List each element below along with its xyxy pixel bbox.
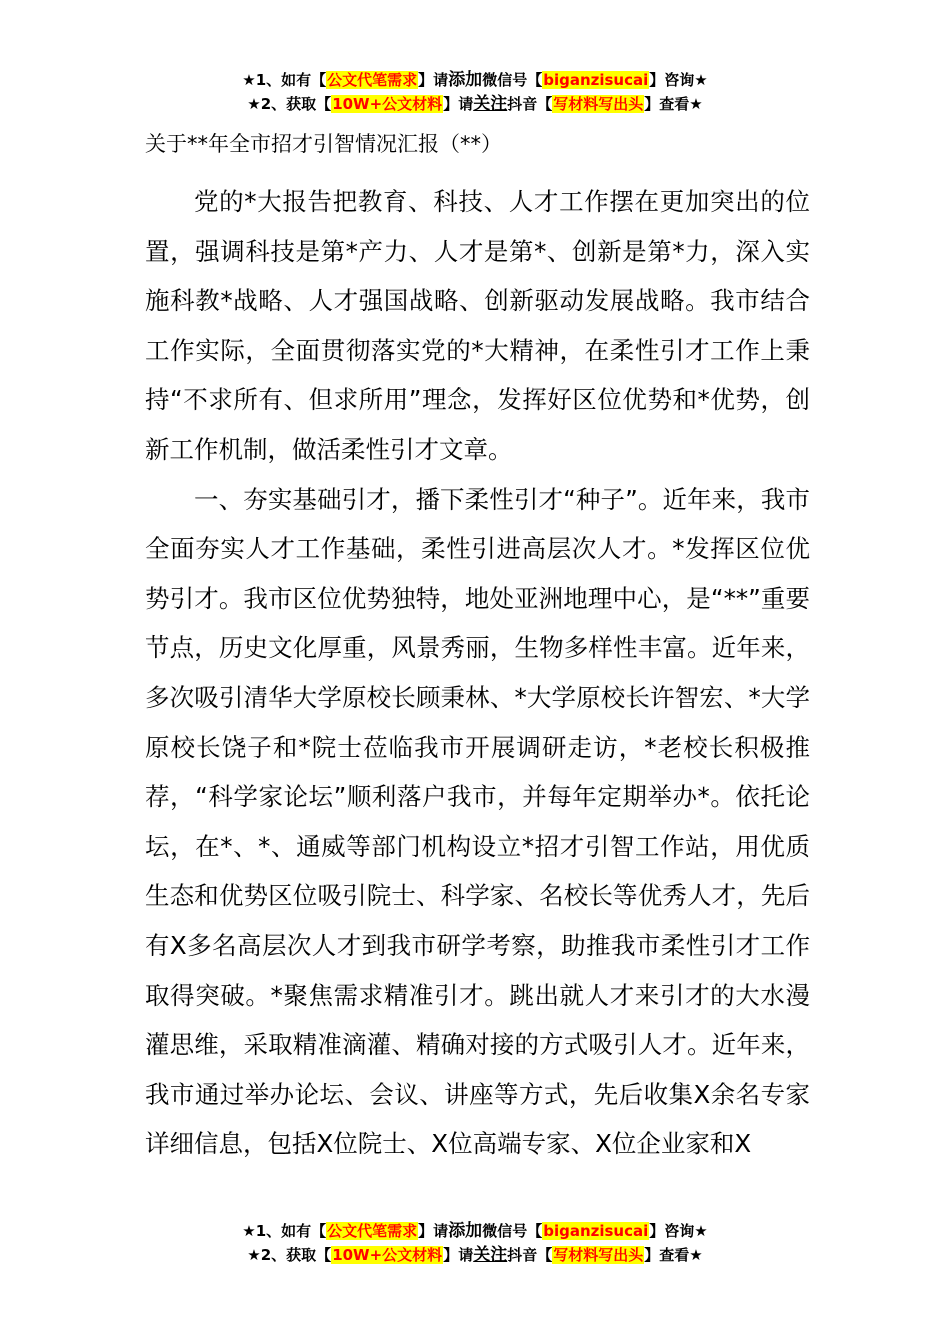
banner-text: 】请 [443, 95, 474, 113]
banner-text: ★1、如有【 [242, 1222, 327, 1240]
banner-line-2 [0, 92, 950, 116]
banner-text: ★1、如有【 [242, 71, 327, 89]
banner-highlight: 公文代笔需求 [327, 1222, 418, 1240]
banner-line-1 [0, 1219, 950, 1243]
banner-highlight: biganzisucai [543, 71, 649, 89]
banner-text: 微信号【 [482, 1222, 543, 1240]
banner-text: 抖音【 [507, 95, 553, 113]
banner-emphasis: 添加 [448, 70, 483, 90]
paragraph-section-1: 一、夯实基础引才，播下柔性引才“种子”。近年来，我市全面夯实人才工作基础，柔性引进高层次人才。*发挥区位优势引才。我市区位优势独特，地处亚洲地理中心，是“**”重要节点，历史文化厚重，风景秀丽，生物多样性丰富。近年来，多次吸引清华大学原校长顾秉林、*大学原校长许智宏、*大学原校长饶子和*院士莅临我市开展调研走访，*老校长积极推荐，“科学家论坛”顺利落户我市，并每年定期举办*。依托论坛，在*、*、通威等部门机构设立*招才引智工作站，用优质生态和优势区位吸引院士、科学家、名校长等优秀人才，先后有X多名高层次人才到我市研学考察，助推我市柔性引才工作取得突破。*聚焦需求精准引才。跳出就人才来引才的大水漫灌思维，采取精准滴灌、精确对接的方式吸引人才。近年来，我市通过举办论坛、会议、讲座等方式，先后收集X余名专家详细信息，包括X位院士、X位高端专家、X位企业家和X [145, 484, 810, 1159]
banner-text: 】请 [443, 1246, 474, 1264]
banner-highlight: biganzisucai [543, 1222, 649, 1240]
banner-text: 】请 [418, 71, 449, 89]
banner-text: ★2、获取【 [247, 1246, 332, 1264]
banner-text: 】请 [418, 1222, 449, 1240]
banner-highlight: 写材料写出头 [553, 95, 644, 113]
banner-text: ★2、获取【 [247, 95, 332, 113]
banner-line-1 [0, 68, 950, 92]
header-banner [0, 68, 950, 116]
banner-emphasis: 关注 [473, 94, 508, 114]
document-title: 关于**年全市招才引智情况汇报（**） [145, 132, 502, 156]
banner-text: 】查看★ [644, 95, 703, 113]
banner-text: 】查看★ [644, 1246, 703, 1264]
banner-line-2 [0, 1243, 950, 1267]
banner-text: 微信号【 [482, 71, 543, 89]
banner-highlight: 10W+公文材料 [332, 95, 443, 113]
banner-emphasis: 关注 [473, 1245, 508, 1265]
banner-text: 】咨询★ [649, 71, 708, 89]
banner-text: 】咨询★ [649, 1222, 708, 1240]
paragraph-intro: 党的*大报告把教育、科技、人才工作摆在更加突出的位置，强调科技是第*产力、人才是第*、创新是第*力，深入实施科教*战略、人才强国战略、创新驱动发展战略。我市结合工作实际，全面贯彻落实党的*大精神，在柔性引才工作上秉持“不求所有、但求所用”理念，发挥好区位优势和*优势，创新工作机制，做活柔性引才文章。 [145, 187, 810, 464]
banner-highlight: 写材料写出头 [553, 1246, 644, 1264]
banner-highlight: 公文代笔需求 [327, 71, 418, 89]
banner-text: 抖音【 [507, 1246, 553, 1264]
document-body [145, 128, 810, 1169]
banner-emphasis: 添加 [448, 1221, 483, 1241]
banner-highlight: 10W+公文材料 [332, 1246, 443, 1264]
footer-banner [0, 1219, 950, 1267]
